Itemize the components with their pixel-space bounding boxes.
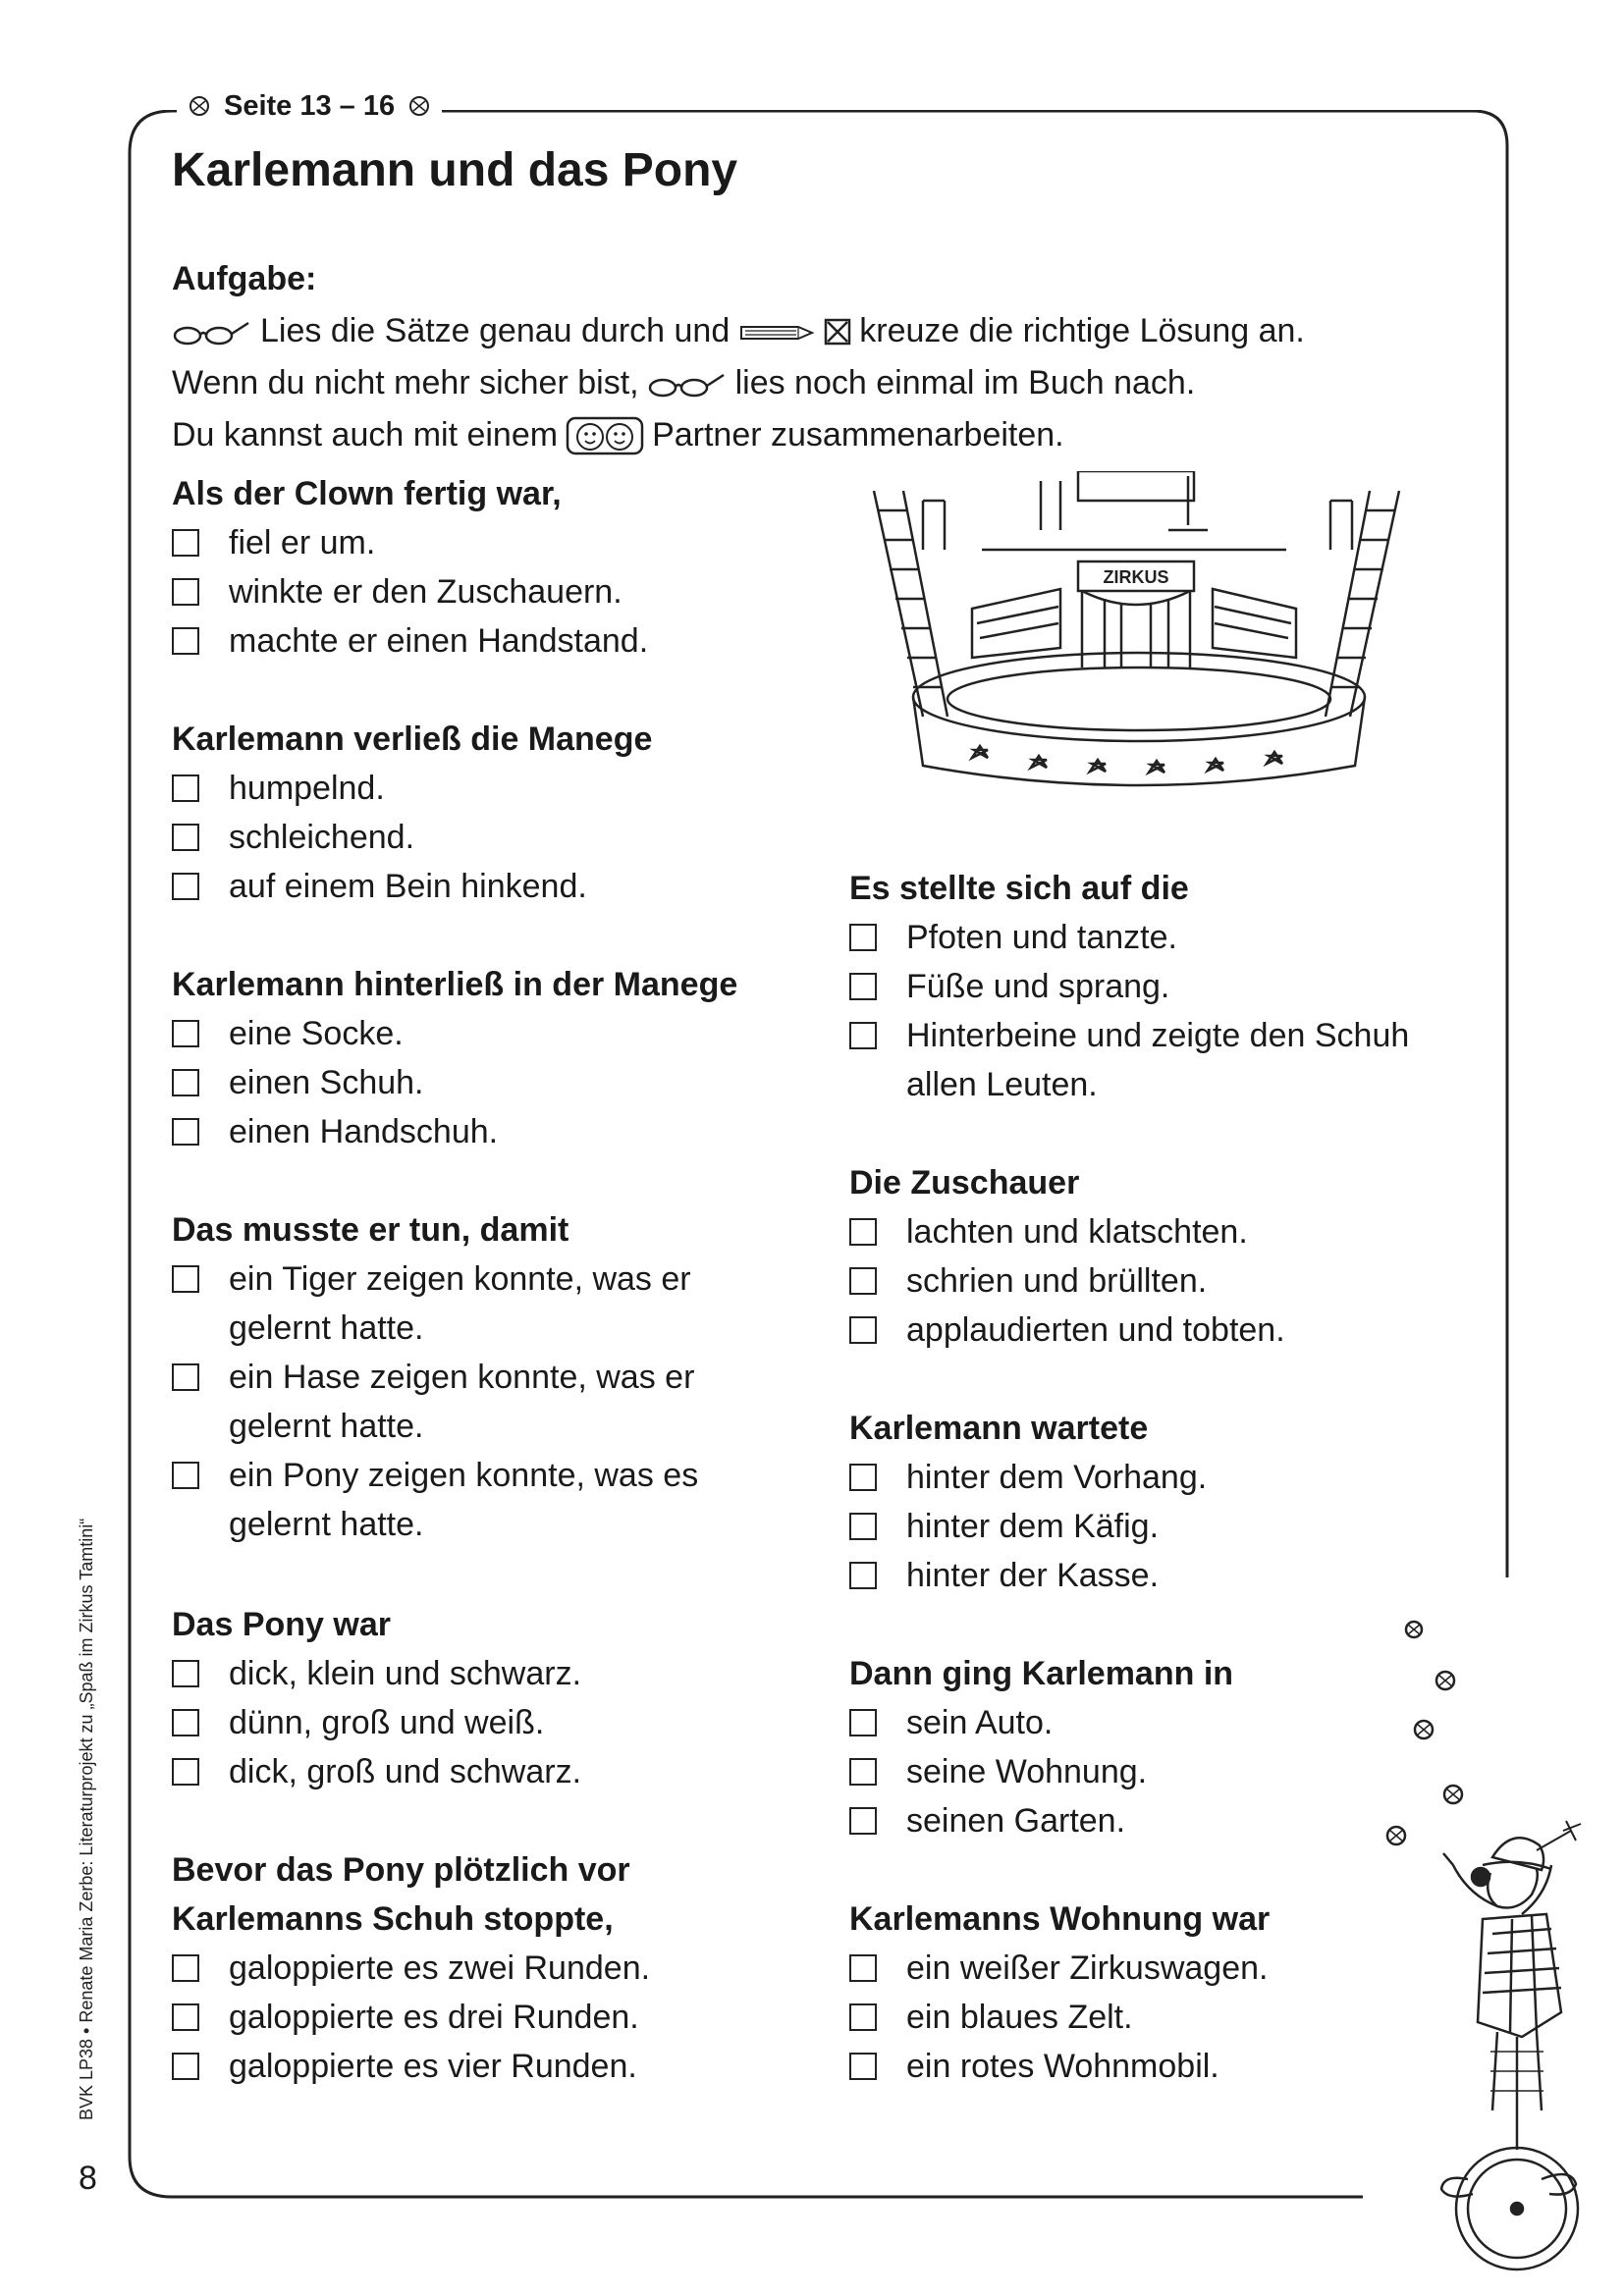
question-heading: Karlemanns Wohnung war xyxy=(849,1900,1271,1938)
question-heading-line-2: Karlemanns Schuh stoppte, xyxy=(172,1900,614,1938)
question-2 xyxy=(172,715,652,911)
checkbox[interactable] xyxy=(849,2053,877,2080)
checkbox[interactable] xyxy=(172,627,199,655)
question-heading: Als der Clown fertig war, xyxy=(172,475,562,512)
answer-option[interactable]: hinter dem Vorhang. xyxy=(849,1453,1207,1502)
question-heading: Das Pony war xyxy=(172,1606,391,1643)
checkbox[interactable] xyxy=(849,1267,877,1295)
checkbox[interactable] xyxy=(172,1954,199,1982)
answer-option[interactable]: ein Hase zeigen konnte, was er gelernt hatte. xyxy=(172,1353,761,1451)
answer-option[interactable]: applaudierten und tobten. xyxy=(849,1306,1285,1355)
checkbox[interactable] xyxy=(849,924,877,951)
question-heading: Karlemann verließ die Manege xyxy=(172,721,653,758)
checkbox[interactable] xyxy=(172,824,199,851)
answer-option[interactable]: humpelnd. xyxy=(172,764,652,813)
question-3 xyxy=(172,960,737,1156)
answer-option[interactable]: Hinterbeine und zeigte den Schuh allen Leuten. xyxy=(849,1011,1476,1109)
answer-option[interactable]: fiel er um. xyxy=(172,518,648,567)
checkbox[interactable] xyxy=(849,973,877,1000)
question-10 xyxy=(849,1649,1233,1845)
juggling-ball-icon xyxy=(408,95,430,117)
page-number: 8 xyxy=(79,2160,97,2197)
task-heading: Aufgabe: xyxy=(172,260,317,297)
answer-option[interactable]: ein Pony zeigen konnte, was es gelernt hatte. xyxy=(172,1451,761,1549)
answer-option[interactable]: sein Auto. xyxy=(849,1698,1233,1747)
checkbox[interactable] xyxy=(849,1022,877,1049)
checkbox[interactable] xyxy=(849,1513,877,1540)
checkbox[interactable] xyxy=(849,1758,877,1786)
question-5 xyxy=(172,1600,581,1796)
page-title: Karlemann und das Pony xyxy=(172,144,738,196)
answer-option[interactable]: galoppierte es vier Runden. xyxy=(172,2042,650,2091)
answer-option[interactable]: ein blaues Zelt. xyxy=(849,1993,1270,2042)
circus-sign: ZIRKUS xyxy=(1103,567,1169,587)
question-heading: Karlemann hinterließ in der Manege xyxy=(172,966,738,1003)
question-heading: Das musste er tun, damit xyxy=(172,1211,569,1249)
section-label: Seite 13 – 16 xyxy=(224,89,396,122)
answer-option[interactable]: dick, klein und schwarz. xyxy=(172,1649,581,1698)
checkbox[interactable] xyxy=(172,1462,199,1489)
task-instructions xyxy=(172,253,1305,461)
section-tab xyxy=(177,86,442,126)
answer-option[interactable]: einen Handschuh. xyxy=(172,1107,737,1156)
task-line-2a: Wenn du nicht mehr sicher bist, xyxy=(172,364,639,401)
checkbox[interactable] xyxy=(172,1758,199,1786)
question-1 xyxy=(172,469,648,666)
question-9 xyxy=(849,1404,1207,1600)
juggling-clown-illustration xyxy=(1375,1600,1610,2287)
glasses-icon xyxy=(647,369,728,399)
checkbox[interactable] xyxy=(172,873,199,900)
question-heading: Karlemann wartete xyxy=(849,1410,1149,1447)
checkbox[interactable] xyxy=(172,1020,199,1047)
answer-option[interactable]: Füße und sprang. xyxy=(849,962,1476,1011)
answer-option[interactable]: schrien und brüllten. xyxy=(849,1256,1285,1306)
checkbox[interactable] xyxy=(172,2053,199,2080)
copyright-note: BVK LP38 • Renate Maria Zerbe: Literaturprojekt zu „Spaß im Zirkus Tamtini“ xyxy=(77,1518,96,2120)
answer-option[interactable]: lachten und klatschten. xyxy=(849,1207,1285,1256)
checkbox[interactable] xyxy=(172,2003,199,2031)
task-line-3b: Partner zusammenarbeiten. xyxy=(652,416,1064,454)
answer-option[interactable]: dünn, groß und weiß. xyxy=(172,1698,581,1747)
answer-option[interactable]: ein weißer Zirkuswagen. xyxy=(849,1944,1270,1993)
question-heading: Die Zuschauer xyxy=(849,1164,1080,1201)
answer-option[interactable]: dick, groß und schwarz. xyxy=(172,1747,581,1796)
checkbox[interactable] xyxy=(172,1069,199,1096)
answer-option[interactable]: seinen Garten. xyxy=(849,1796,1233,1845)
checkbox[interactable] xyxy=(849,1954,877,1982)
answer-option[interactable]: ein Tiger zeigen konnte, was er gelernt hatte. xyxy=(172,1255,761,1353)
answer-option[interactable]: winkte er den Zuschauern. xyxy=(172,567,648,616)
answer-option[interactable]: galoppierte es zwei Runden. xyxy=(172,1944,650,1993)
answer-option[interactable]: schleichend. xyxy=(172,813,652,862)
answer-option[interactable]: Pfoten und tanzte. xyxy=(849,913,1476,962)
checkbox[interactable] xyxy=(172,1265,199,1293)
partner-faces-icon xyxy=(566,416,644,455)
answer-option[interactable]: auf einem Bein hinkend. xyxy=(172,862,652,911)
question-6 xyxy=(172,1845,650,2091)
question-heading: Dann ging Karlemann in xyxy=(849,1655,1234,1692)
answer-option[interactable]: galoppierte es drei Runden. xyxy=(172,1993,650,2042)
question-heading: Es stellte sich auf die xyxy=(849,870,1189,907)
checkbox[interactable] xyxy=(172,1363,199,1391)
task-line-1a: Lies die Sätze genau durch und xyxy=(260,312,731,349)
checkbox[interactable] xyxy=(849,1464,877,1491)
checkbox[interactable] xyxy=(172,578,199,606)
juggling-ball-icon xyxy=(189,95,210,117)
question-11 xyxy=(849,1895,1270,2091)
pencil-icon xyxy=(737,319,816,345)
answer-option[interactable]: eine Socke. xyxy=(172,1009,737,1058)
task-line-3a: Du kannst auch mit einem xyxy=(172,416,559,454)
checkbox[interactable] xyxy=(849,1709,877,1736)
question-8 xyxy=(849,1158,1285,1355)
answer-option[interactable]: ein rotes Wohnmobil. xyxy=(849,2042,1270,2091)
task-line-2b: lies noch einmal im Buch nach. xyxy=(734,364,1196,401)
checkbox[interactable] xyxy=(849,1562,877,1589)
checkbox[interactable] xyxy=(172,1709,199,1736)
answer-option[interactable]: einen Schuh. xyxy=(172,1058,737,1107)
checkbox[interactable] xyxy=(849,2003,877,2031)
checkbox[interactable] xyxy=(849,1218,877,1246)
glasses-icon xyxy=(172,317,252,347)
checkbox[interactable] xyxy=(172,774,199,802)
checkbox[interactable] xyxy=(172,1118,199,1146)
answer-option[interactable]: seine Wohnung. xyxy=(849,1747,1233,1796)
checkbox[interactable] xyxy=(849,1316,877,1344)
answer-option[interactable]: hinter dem Käfig. xyxy=(849,1502,1207,1551)
question-heading: Bevor das Pony plötzlich vor xyxy=(172,1851,630,1889)
circus-ring-illustration xyxy=(864,471,1414,795)
checkbox[interactable] xyxy=(849,1807,877,1835)
checked-box-icon xyxy=(824,318,851,346)
task-line-1b: kreuze die richtige Lösung an. xyxy=(859,312,1305,349)
question-7 xyxy=(849,864,1476,1109)
checkbox[interactable] xyxy=(172,529,199,557)
answer-option[interactable]: machte er einen Handstand. xyxy=(172,616,648,666)
answer-option[interactable]: hinter der Kasse. xyxy=(849,1551,1207,1600)
question-4 xyxy=(172,1205,761,1549)
checkbox[interactable] xyxy=(172,1660,199,1687)
